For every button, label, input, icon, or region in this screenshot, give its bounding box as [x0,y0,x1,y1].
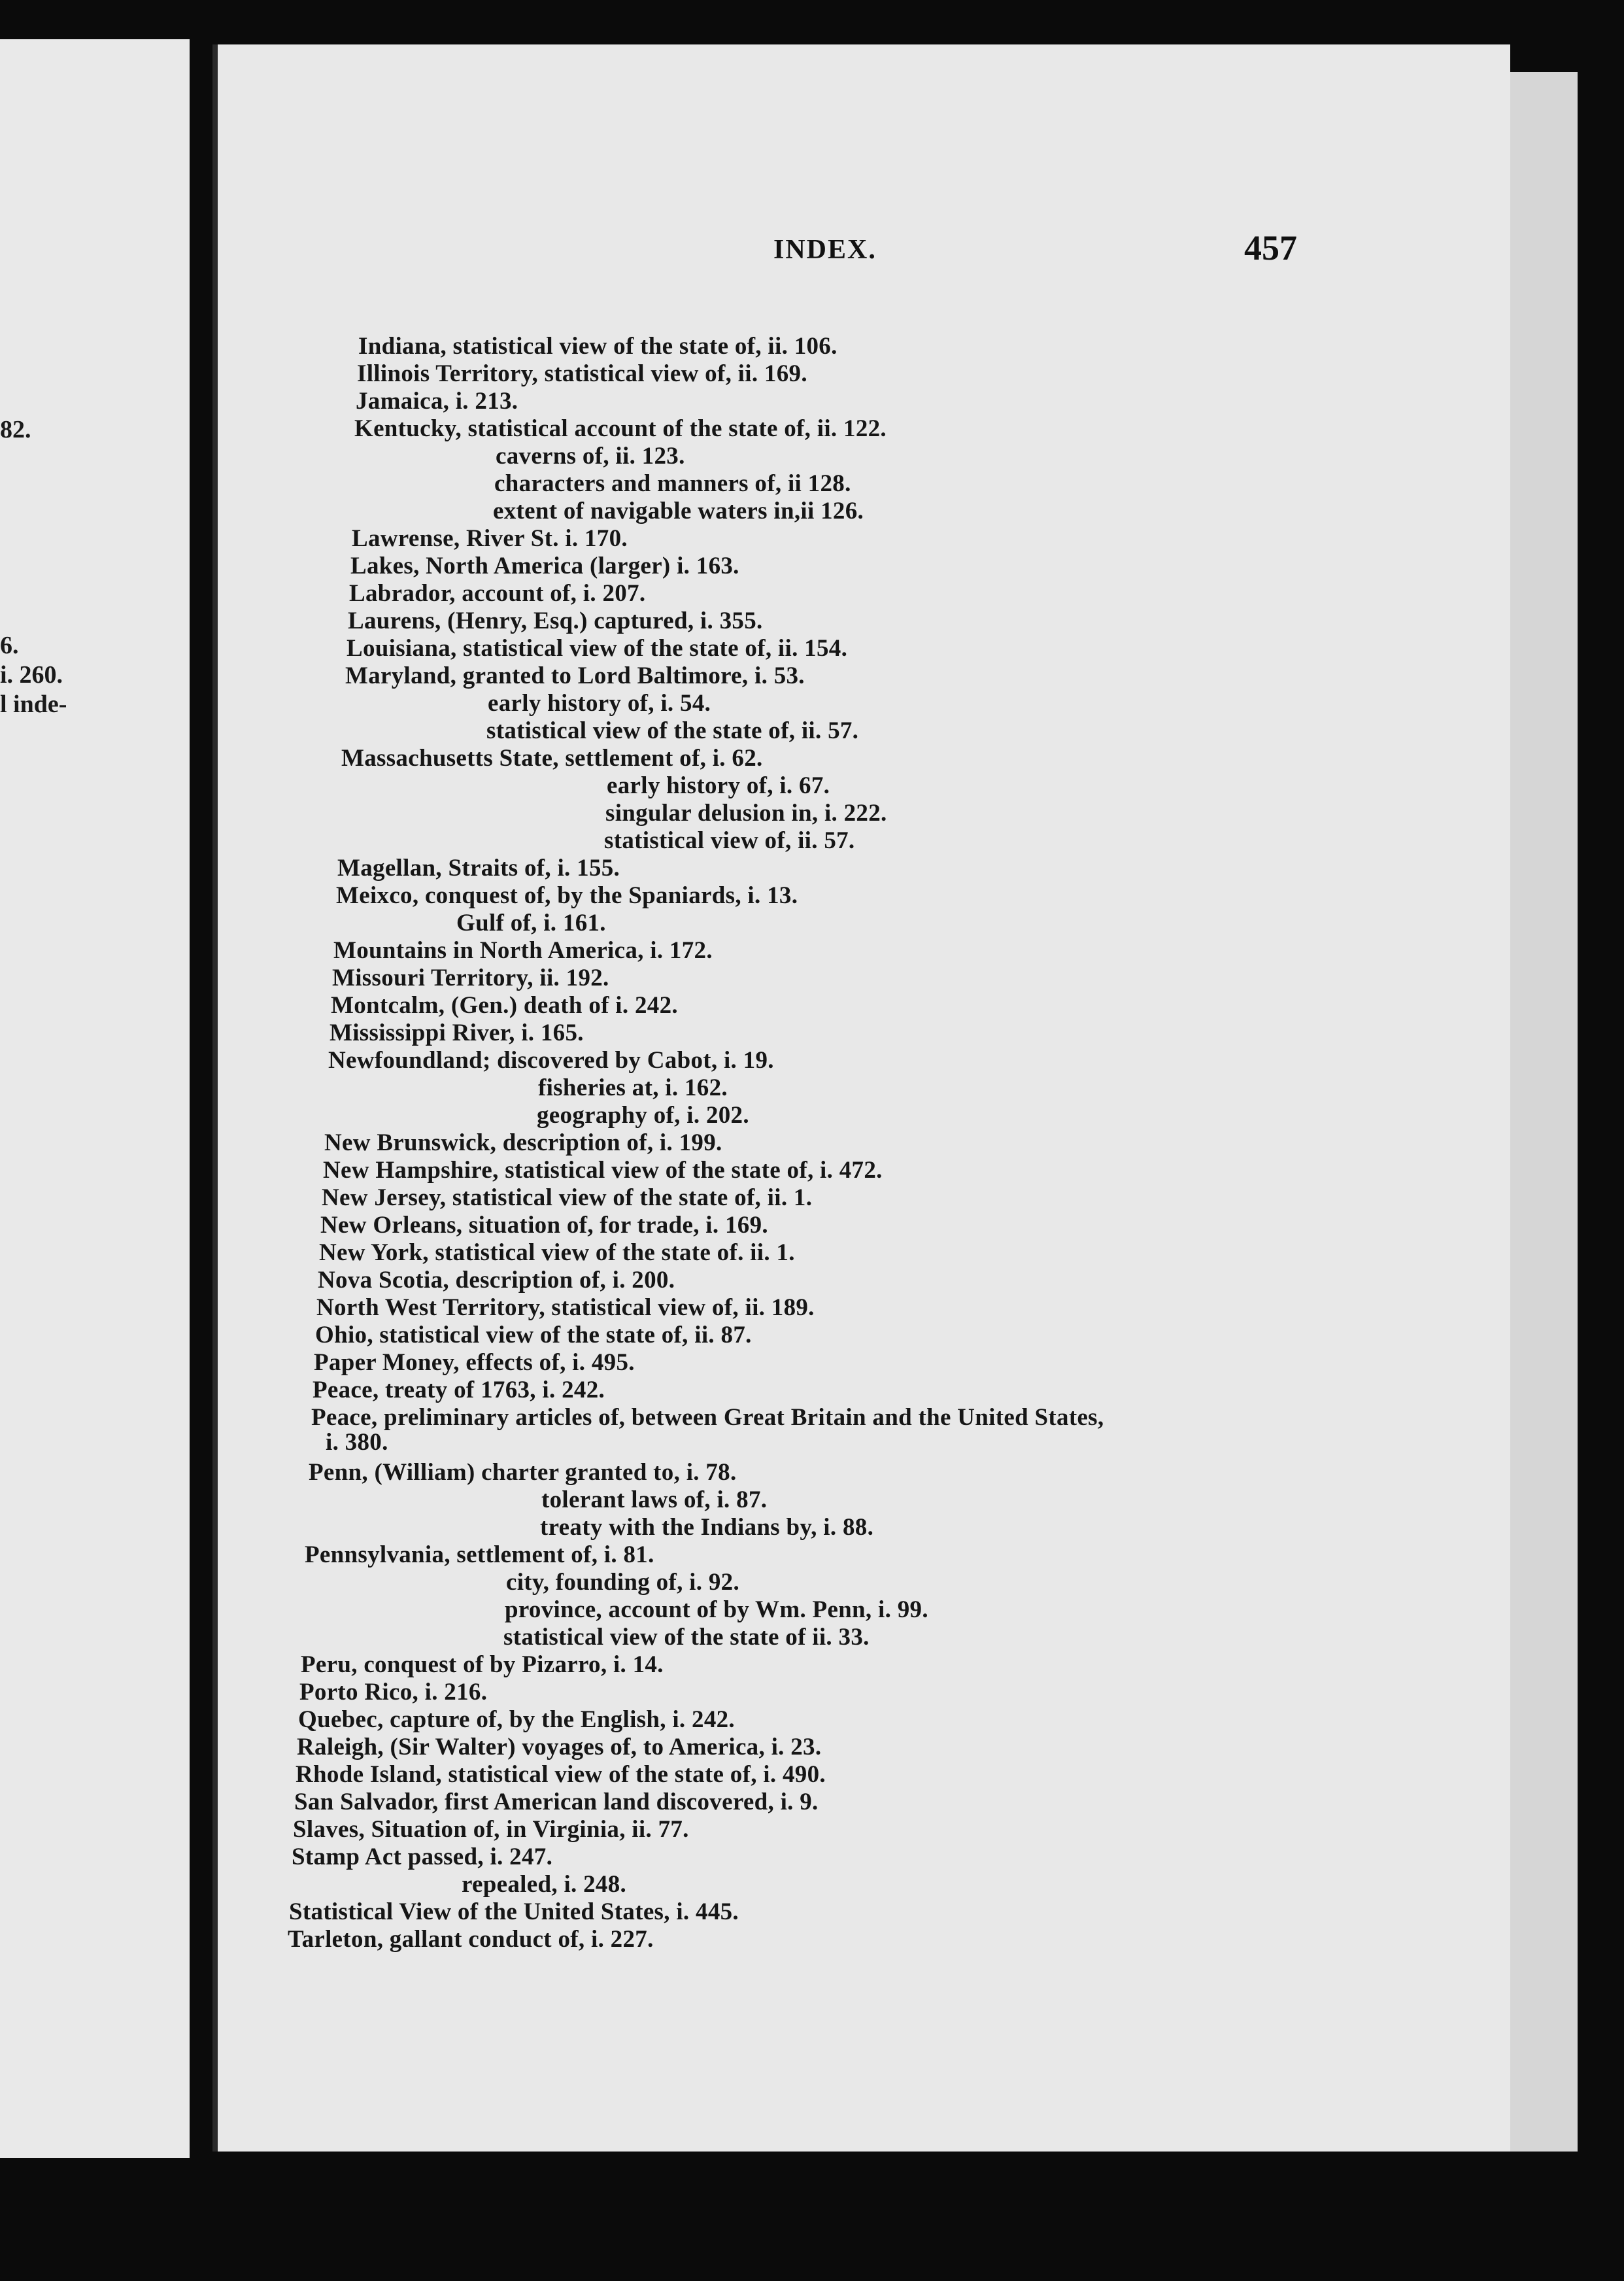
index-subentry: early history of, i. 54. [488,690,711,717]
index-entry: Jamaica, i. 213. [356,388,518,415]
left-page-fragment [0,39,190,2158]
index-entry-continuation: i. 380. [326,1429,388,1456]
index-entry: Rhode Island, statistical view of the state of, i. 490. [296,1761,826,1788]
index-entry: Laurens, (Henry, Esq.) captured, i. 355. [348,608,763,634]
index-subentry: tolerant laws of, i. 87. [541,1486,768,1513]
index-entry: Penn, (William) charter granted to, i. 78. [309,1459,737,1486]
index-entry: North West Territory, statistical view of, ii. 189. [316,1294,815,1321]
index-entry: Mountains in North America, i. 172. [333,937,713,964]
index-entry: New Brunswick, description of, i. 199. [324,1129,722,1156]
index-subentry: statistical view of the state of, ii. 57. [486,717,859,744]
index-subentry: treaty with the Indians by, i. 88. [540,1514,874,1541]
index-entry: New Jersey, statistical view of the state of, ii. 1. [322,1184,813,1211]
index-page [212,44,1510,2152]
index-entry: Raleigh, (Sir Walter) voyages of, to America, i. 23. [297,1734,822,1760]
index-entry: Montcalm, (Gen.) death of i. 242. [331,992,678,1019]
index-entry: Nova Scotia, description of, i. 200. [318,1267,675,1294]
index-entry: Newfoundland; discovered by Cabot, i. 19. [328,1047,774,1074]
index-entry: Peru, conquest of by Pizarro, i. 14. [301,1651,664,1678]
page-number: 457 [1244,228,1297,267]
index-entry: Stamp Act passed, i. 247. [292,1844,553,1870]
index-subentry: caverns of, ii. 123. [496,443,685,470]
index-entry: Maryland, granted to Lord Baltimore, i. 53. [345,662,805,689]
index-entry: Statistical View of the United States, i. 445. [289,1898,739,1925]
index-entry: Labrador, account of, i. 207. [349,580,646,607]
index-entry: Slaves, Situation of, in Virginia, ii. 77. [293,1816,689,1843]
index-subentry: geography of, i. 202. [537,1102,749,1129]
index-entry: Lakes, North America (larger) i. 163. [350,553,739,579]
index-subentry: singular delusion in, i. 222. [605,800,887,827]
index-entry: Louisiana, statistical view of the state of, ii. 154. [347,635,848,662]
index-entry: Indiana, statistical view of the state of, ii. 106. [358,333,837,360]
index-subentry: province, account of by Wm. Penn, i. 99. [505,1596,928,1623]
index-entry: Peace, preliminary articles of, between Great Britain and the United States, [311,1404,1104,1431]
index-entry: Massachusetts State, settlement of, i. 62. [341,745,763,772]
running-head: INDEX. [773,235,877,265]
left-page-text: 82. [0,416,31,443]
index-entry: Meixco, conquest of, by the Spaniards, i. 13. [336,882,798,909]
index-subentry: statistical view of, ii. 57. [604,827,855,854]
index-entry: Ohio, statistical view of the state of, ii. 87. [315,1322,752,1348]
index-subentry: repealed, i. 248. [462,1871,627,1898]
index-entry: Pennsylvania, settlement of, i. 81. [305,1541,654,1568]
index-entry: Lawrense, River St. i. 170. [352,525,628,552]
index-entry: Porto Rico, i. 216. [299,1679,488,1706]
index-entry: Magellan, Straits of, i. 155. [337,855,620,882]
index-entry: New York, statistical view of the state of. ii. 1. [319,1239,795,1266]
index-subentry: characters and manners of, ii 128. [494,470,851,497]
index-entry: Tarleton, gallant conduct of, i. 227. [288,1926,654,1953]
index-entry: San Salvador, first American land discovered, i. 9. [294,1789,819,1815]
index-subentry: early history of, i. 67. [607,772,830,799]
left-page-text: 6. [0,632,19,659]
index-subentry: statistical view of the state of ii. 33. [503,1624,870,1651]
index-entry: Missouri Territory, ii. 192. [332,965,609,991]
left-page-text: l inde- [0,691,67,718]
index-entry: Kentucky, statistical account of the state of, ii. 122. [354,415,887,442]
index-entry: New Hampshire, statistical view of the state of, i. 472. [323,1157,883,1184]
index-entry: New Orleans, situation of, for trade, i. 169. [320,1212,768,1239]
index-subentry: city, founding of, i. 92. [506,1569,739,1596]
index-entry: Peace, treaty of 1763, i. 242. [313,1377,605,1403]
index-subentry: extent of navigable waters in,ii 126. [493,498,864,524]
index-subentry: fisheries at, i. 162. [538,1074,728,1101]
index-entry: Paper Money, effects of, i. 495. [314,1349,635,1376]
page-header [218,228,1510,280]
index-entry: Mississippi River, i. 165. [330,1020,584,1046]
left-page-text: i. 260. [0,661,63,689]
index-entry: Illinois Territory, statistical view of, ii. 169. [357,360,807,387]
index-subentry: Gulf of, i. 161. [456,910,606,936]
index-entry: Quebec, capture of, by the English, i. 242. [298,1706,735,1733]
